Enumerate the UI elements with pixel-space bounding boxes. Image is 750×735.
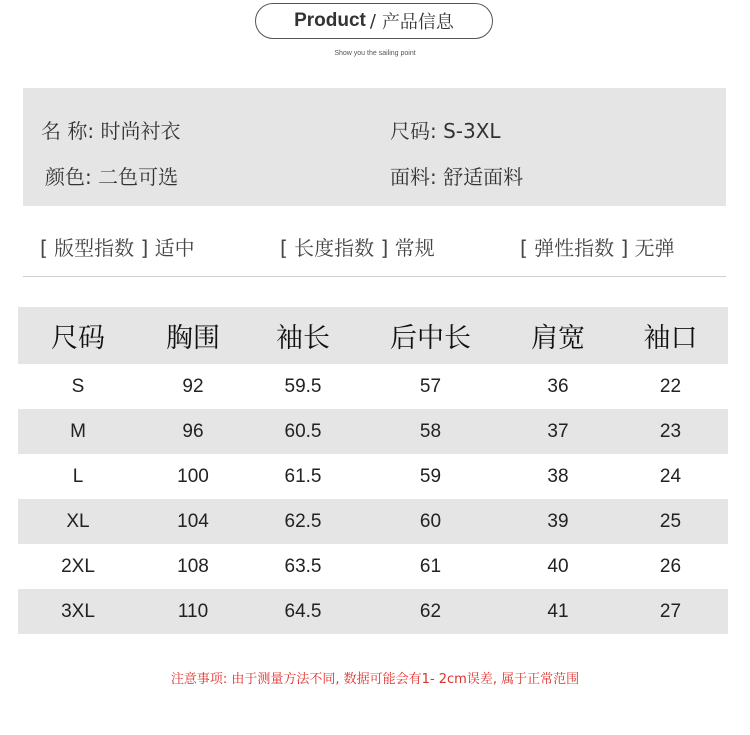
cell-chest: 100 <box>177 465 209 487</box>
title-en: Product <box>294 10 366 31</box>
cell-chest: 104 <box>177 510 209 532</box>
header-shoulder: 肩宽 <box>531 323 585 354</box>
cell-chest: 96 <box>182 420 204 442</box>
cell-cuff: 25 <box>659 510 682 532</box>
index-elasticity: [ 弹性指数 ] 无弹 <box>520 236 675 260</box>
cell-size: 2XL <box>61 555 95 577</box>
header-sleeve-length: 袖长 <box>276 323 330 354</box>
cell-back-length: 61 <box>419 555 442 577</box>
subtitle: Show you the sailing point <box>334 50 416 57</box>
table-row <box>18 544 728 589</box>
cell-shoulder: 36 <box>547 375 569 397</box>
cell-back-length: 62 <box>419 600 442 622</box>
index-fit: [ 版型指数 ] 适中 <box>40 236 195 260</box>
cell-back-length: 57 <box>419 375 442 397</box>
cell-back-length: 59 <box>419 465 442 487</box>
cell-size: M <box>70 420 86 442</box>
divider <box>23 276 726 277</box>
title-separator: / <box>369 10 376 32</box>
cell-size: XL <box>66 510 90 532</box>
cell-sleeve-length: 61.5 <box>284 465 322 487</box>
title-cn: 产品信息 <box>381 12 454 33</box>
index-length: [ 长度指数 ] 常规 <box>280 236 435 260</box>
header-size: 尺码 <box>51 323 105 354</box>
cell-cuff: 24 <box>659 465 682 487</box>
cell-cuff: 23 <box>659 420 682 442</box>
cell-shoulder: 40 <box>547 555 569 577</box>
cell-sleeve-length: 60.5 <box>284 420 322 442</box>
size-table <box>18 307 728 634</box>
table-row <box>18 499 728 544</box>
cell-size: L <box>72 465 84 487</box>
cell-sleeve-length: 64.5 <box>284 600 322 622</box>
cell-size: 3XL <box>61 600 95 622</box>
info-name: 名 称: 时尚衬衣 <box>41 119 181 143</box>
product-info-panel <box>23 88 726 206</box>
info-size: 尺码: S-3XL <box>390 119 501 143</box>
cell-sleeve-length: 62.5 <box>284 510 322 532</box>
cell-shoulder: 41 <box>547 600 569 622</box>
table-row <box>18 364 728 409</box>
cell-chest: 110 <box>177 600 209 622</box>
cell-back-length: 58 <box>419 420 442 442</box>
header-chest: 胸围 <box>166 323 220 354</box>
cell-shoulder: 38 <box>547 465 569 487</box>
measurement-note: 注意事项: 由于测量方法不同, 数据可能会有1- 2cm误差, 属于正常范围 <box>170 672 580 687</box>
cell-cuff: 26 <box>659 555 682 577</box>
cell-cuff: 22 <box>659 375 682 397</box>
header-back-length: 后中长 <box>390 323 471 354</box>
table-row <box>18 589 728 634</box>
table-row <box>18 409 728 454</box>
cell-chest: 108 <box>177 555 209 577</box>
cell-shoulder: 39 <box>547 510 569 532</box>
info-fabric: 面料: 舒适面料 <box>390 165 524 189</box>
table-row <box>18 454 728 499</box>
cell-chest: 92 <box>182 375 204 397</box>
info-color: 颜色: 二色可选 <box>45 165 179 189</box>
cell-size: S <box>71 375 85 397</box>
size-table-header <box>18 307 728 364</box>
header-cuff: 袖口 <box>643 323 698 354</box>
cell-cuff: 27 <box>659 600 682 622</box>
cell-shoulder: 37 <box>547 420 569 442</box>
cell-back-length: 60 <box>419 510 442 532</box>
cell-sleeve-length: 63.5 <box>284 555 322 577</box>
cell-sleeve-length: 59.5 <box>284 375 322 397</box>
product-info-title-pill <box>255 3 493 39</box>
